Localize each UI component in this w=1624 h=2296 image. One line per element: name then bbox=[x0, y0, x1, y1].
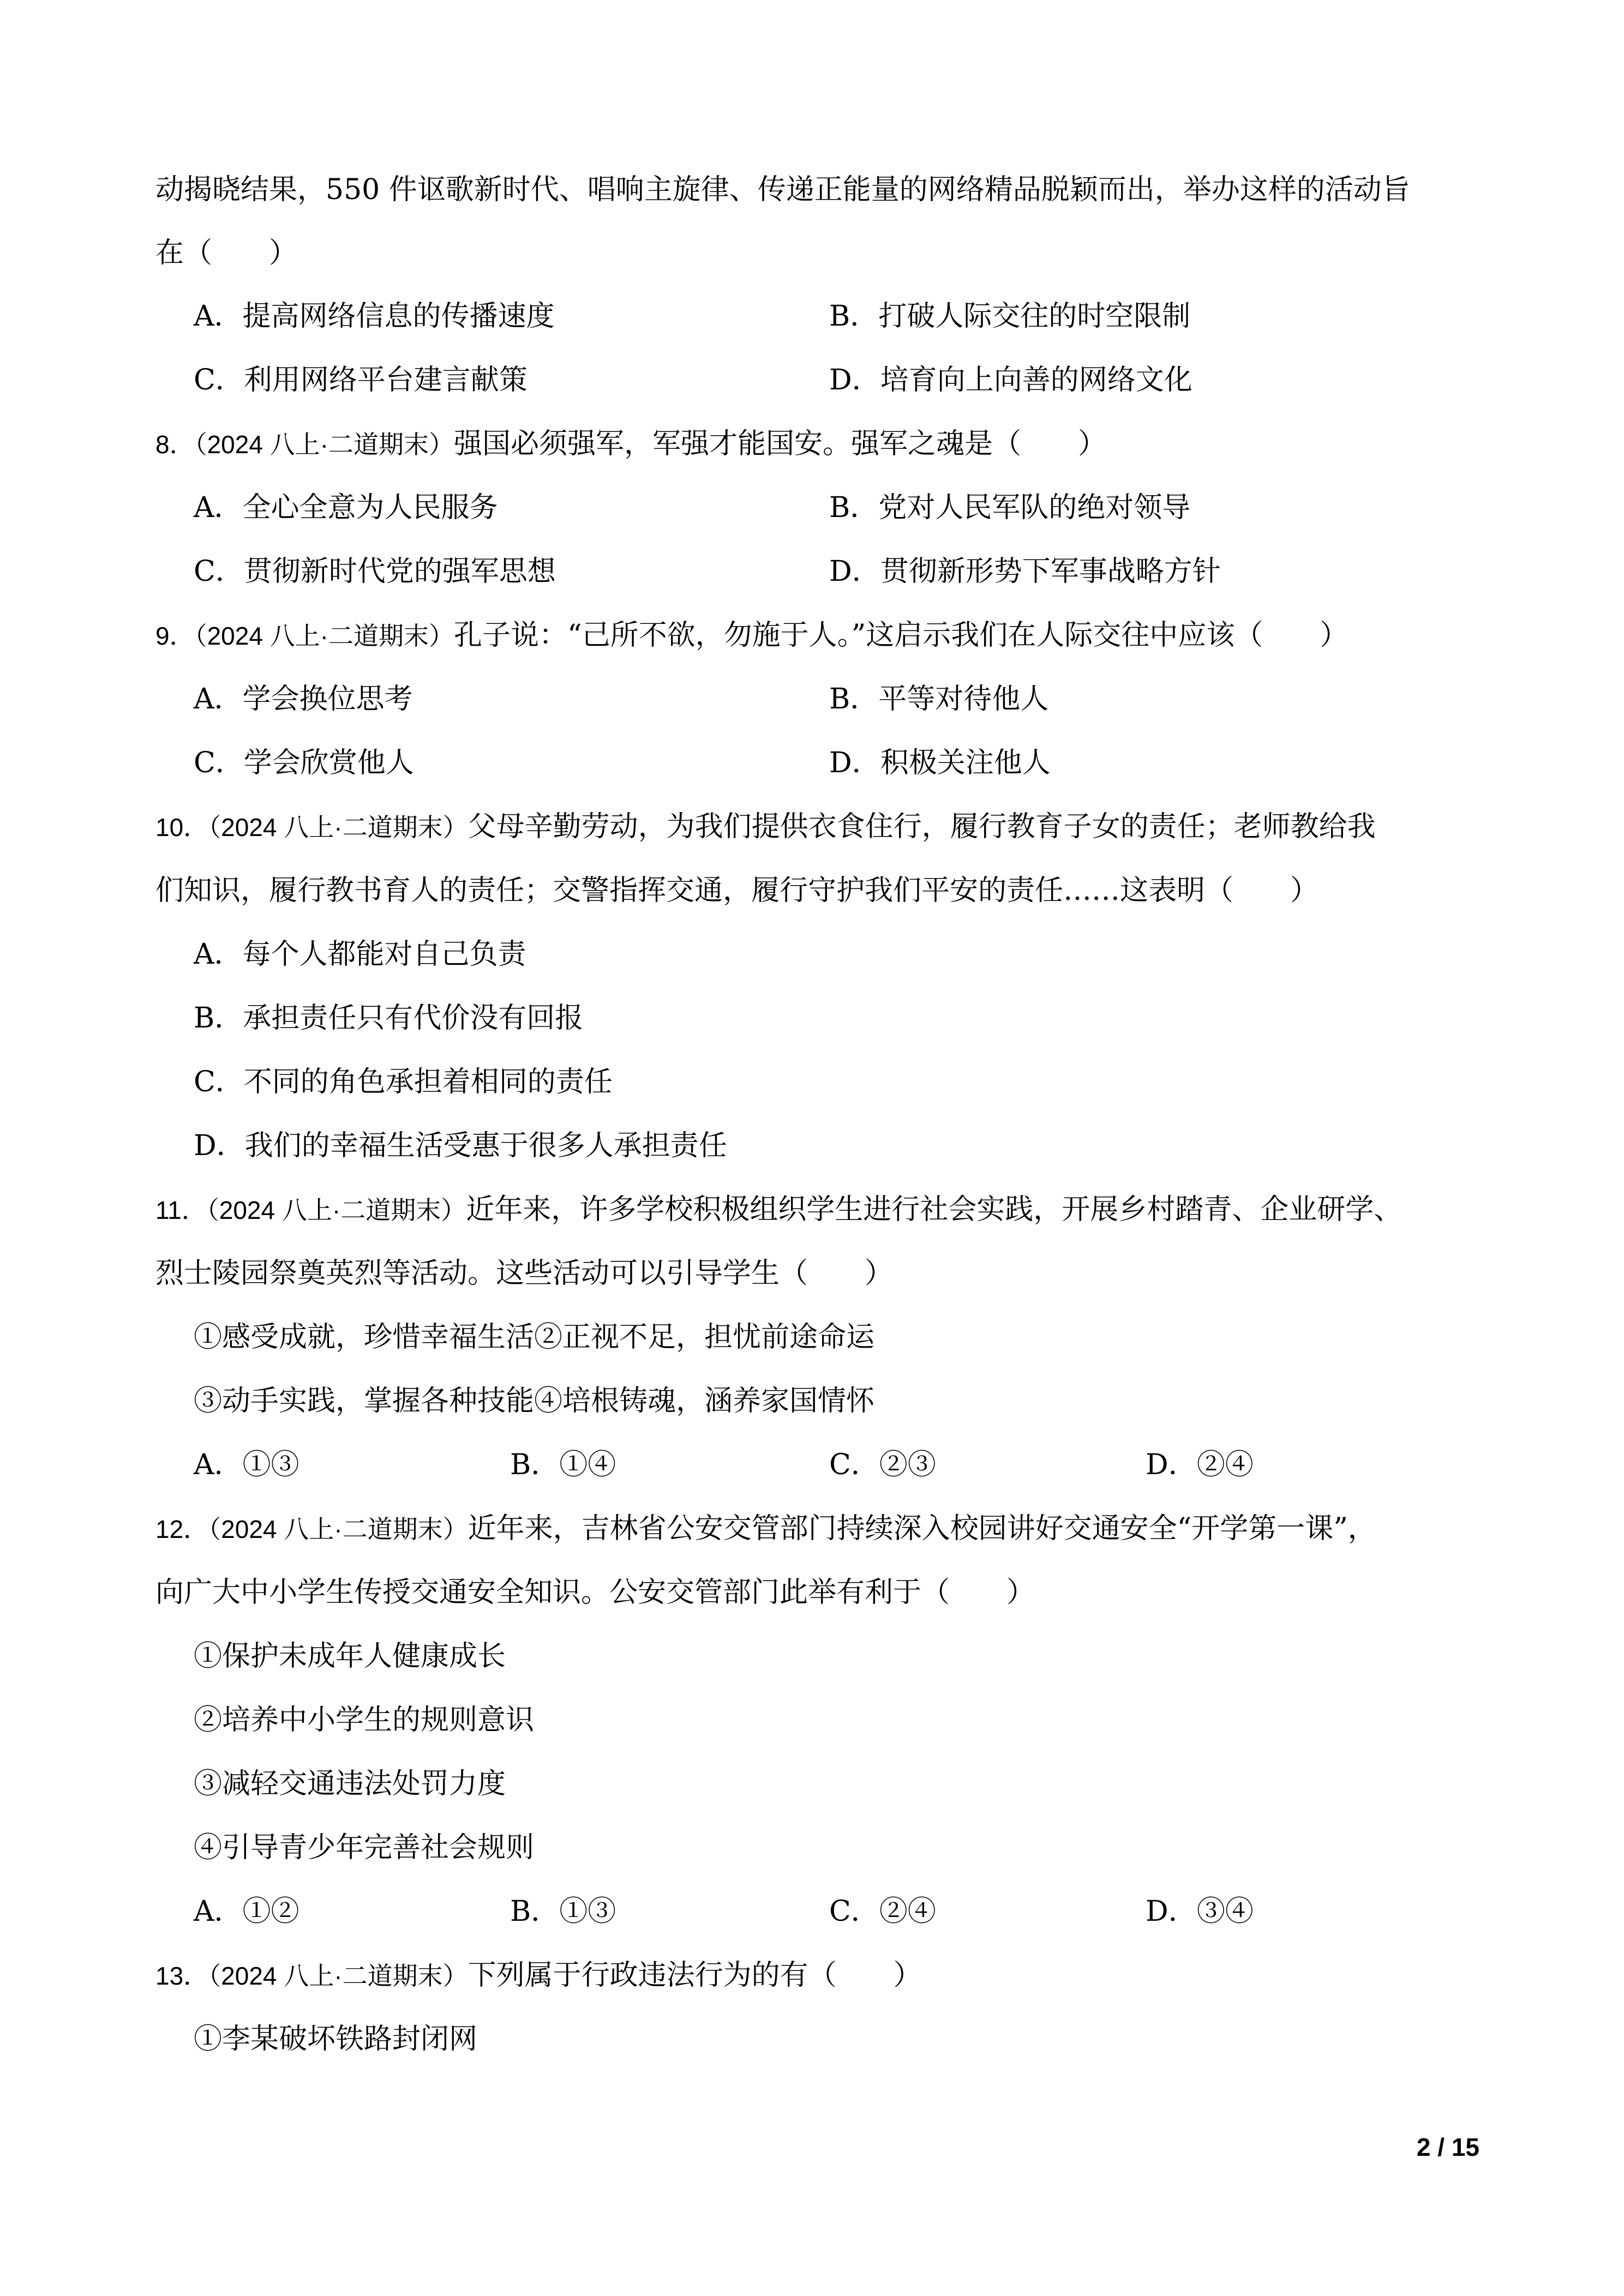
q8-number: 8． bbox=[155, 430, 195, 459]
q13-stem-text: 下列属于行政违法行为的有（ ） bbox=[468, 1959, 922, 1992]
q12-item-2: ②培养中小学生的规则意识 bbox=[194, 1704, 535, 1736]
q7-option-d: D．培育向上向善的网络文化 bbox=[829, 364, 1192, 396]
q10-number: 10． bbox=[155, 813, 209, 842]
q10-source-tag: （2024 八上·二道期末） bbox=[208, 813, 468, 842]
q10-option-b: B．承担责任只有代价没有回报 bbox=[194, 1002, 584, 1035]
q12-stem-line1 bbox=[155, 1512, 1376, 1546]
q9-stem bbox=[155, 619, 1348, 652]
q7-stem-line1: 动揭晓结果，550 件讴歌新时代、唱响主旋律、传递正能量的网络精品脱颖而出，举办这样的活动旨 bbox=[155, 173, 1410, 206]
q12-item-3: ③减轻交通违法处罚力度 bbox=[194, 1768, 506, 1800]
q12-source-tag: （2024 八上·二道期末） bbox=[208, 1515, 468, 1543]
q12-stem-line2: 向广大中小学生传授交通安全知识。公安交管部门此举有利于（ ） bbox=[155, 1576, 1035, 1609]
q11-number: 11． bbox=[155, 1196, 207, 1224]
q10-option-c: C．不同的角色承担着相同的责任 bbox=[194, 1066, 613, 1098]
q12-item-1: ①保护未成年人健康成长 bbox=[194, 1640, 506, 1673]
q7-option-c: C．利用网络平台建言献策 bbox=[194, 364, 528, 396]
q10-option-d: D．我们的幸福生活受惠于很多人承担责任 bbox=[194, 1129, 727, 1162]
q11-option-b: B．①④ bbox=[510, 1448, 616, 1481]
q8-option-b: B．党对人民军队的绝对领导 bbox=[829, 491, 1191, 524]
q8-option-c: C．贯彻新时代党的强军思想 bbox=[194, 555, 556, 588]
q11-items-line1: ①感受成就，珍惜幸福生活②正视不足，担忧前途命运 bbox=[194, 1321, 875, 1354]
q11-stem-text: 近年来，许多学校积极组织学生进行社会实践，开展乡村踏青、企业研学、 bbox=[466, 1193, 1403, 1226]
q12-option-d: D．③④ bbox=[1146, 1895, 1254, 1928]
q11-stem-line2: 烈士陵园祭奠英烈等活动。这些活动可以引导学生（ ） bbox=[155, 1257, 894, 1290]
q13-item-1: ①李某破坏铁路封闭网 bbox=[194, 2023, 478, 2055]
q12-item-4: ④引导青少年完善社会规则 bbox=[194, 1831, 535, 1864]
q8-stem-text: 强国必须强军，军强才能国安。强军之魂是（ ） bbox=[454, 428, 1107, 460]
q12-stem-text: 近年来，吉林省公安交管部门持续深入校园讲好交通安全“开学第一课”， bbox=[468, 1512, 1376, 1545]
q9-stem-text: 孔子说：“己所不欲，勿施于人。”这启示我们在人际交往中应该（ ） bbox=[454, 619, 1349, 652]
q10-option-a: A．每个人都能对自己负责 bbox=[194, 938, 526, 971]
q11-stem-line1 bbox=[155, 1193, 1402, 1227]
q9-option-a: A．学会换位思考 bbox=[194, 683, 413, 716]
q12-option-c: C．②④ bbox=[829, 1895, 936, 1928]
q9-source-tag: （2024 八上·二道期末） bbox=[194, 622, 454, 650]
q10-stem-line1 bbox=[155, 810, 1376, 844]
q11-items-line2: ③动手实践，掌握各种技能④培根铸魂，涵养家国情怀 bbox=[194, 1385, 875, 1417]
q12-number: 12． bbox=[155, 1515, 209, 1543]
q9-option-c: C．学会欣赏他人 bbox=[194, 747, 414, 779]
q7-option-b: B．打破人际交往的时空限制 bbox=[829, 300, 1191, 333]
q8-option-d: D．贯彻新形势下军事战略方针 bbox=[829, 555, 1221, 588]
page-number: 2 / 15 bbox=[1416, 2133, 1479, 2161]
q9-option-b: B．平等对待他人 bbox=[829, 683, 1049, 716]
q10-stem-line2: 们知识，履行教书育人的责任；交警指挥交通，履行守护我们平安的责任……这表明（ ） bbox=[155, 874, 1319, 907]
q11-option-c: C．②③ bbox=[829, 1448, 936, 1481]
q7-option-a: A．提高网络信息的传播速度 bbox=[194, 300, 555, 333]
q12-option-a: A．①② bbox=[194, 1895, 299, 1928]
q8-source-tag: （2024 八上·二道期末） bbox=[194, 430, 454, 459]
q11-source-tag: （2024 八上·二道期末） bbox=[206, 1196, 466, 1224]
q13-stem bbox=[155, 1959, 922, 1992]
q11-option-a: A．①③ bbox=[194, 1448, 299, 1481]
q7-stem-line2: 在（ ） bbox=[155, 237, 298, 269]
q8-option-a: A．全心全意为人民服务 bbox=[194, 491, 498, 524]
q11-option-d: D．②④ bbox=[1146, 1448, 1254, 1481]
q13-number: 13． bbox=[155, 1962, 209, 1990]
q12-option-b: B．①③ bbox=[510, 1895, 616, 1928]
q10-stem-text: 父母辛勤劳动，为我们提供衣食住行，履行教育子女的责任；老师教给我 bbox=[468, 810, 1376, 843]
q13-source-tag: （2024 八上·二道期末） bbox=[208, 1962, 468, 1990]
q9-number: 9． bbox=[155, 622, 195, 650]
q9-option-d: D．积极关注他人 bbox=[829, 747, 1051, 779]
q8-stem bbox=[155, 428, 1106, 461]
